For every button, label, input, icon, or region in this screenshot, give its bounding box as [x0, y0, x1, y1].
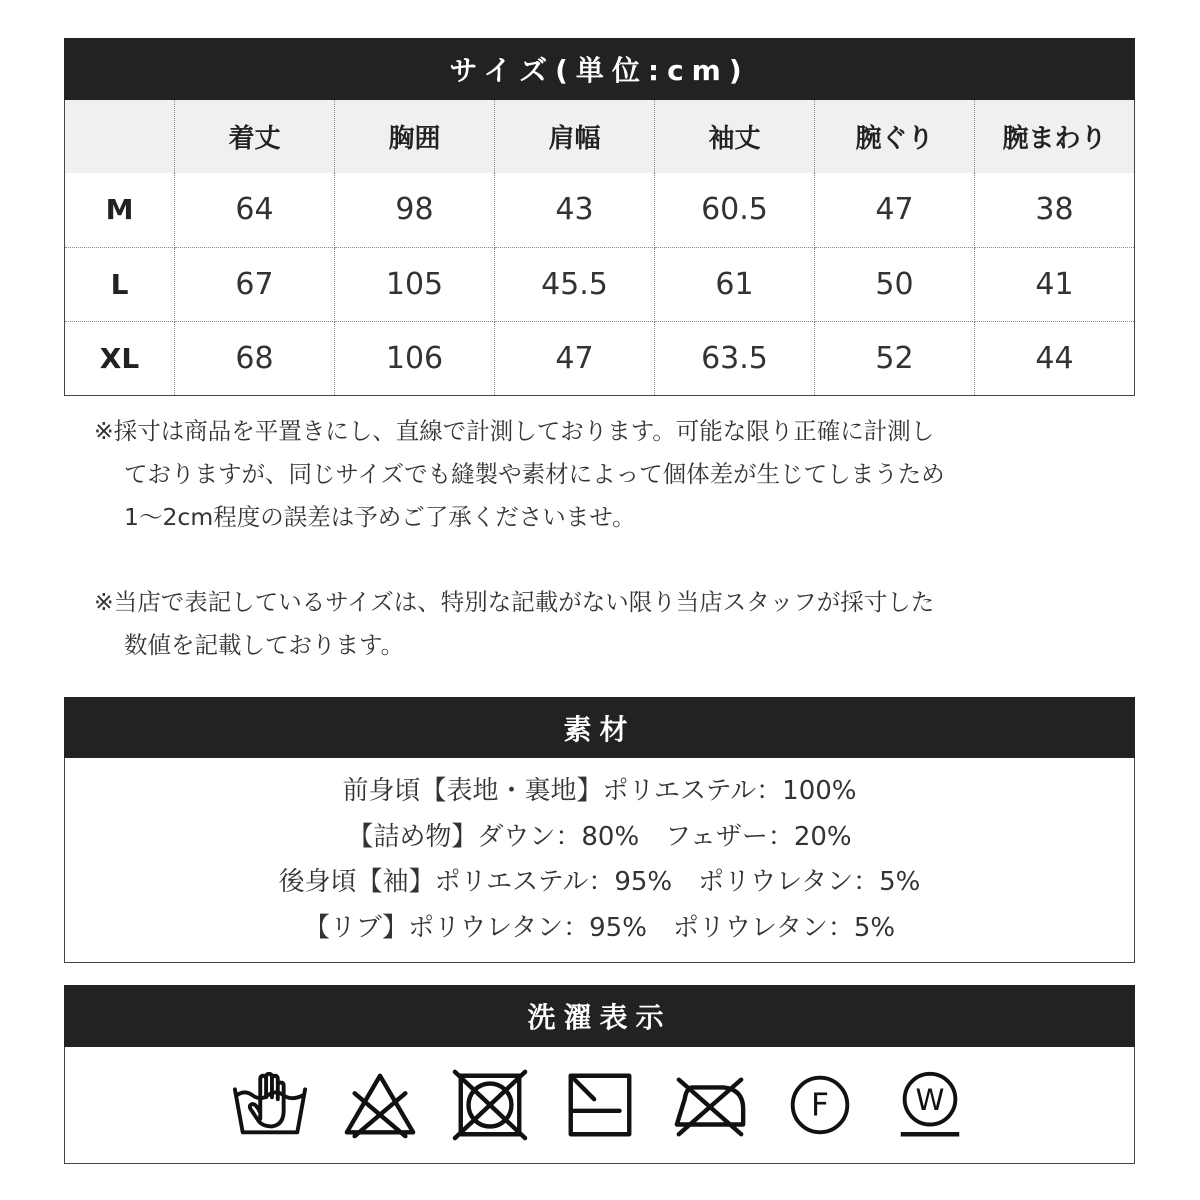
table-cell: 43 [495, 173, 655, 247]
table-cell: 47 [815, 173, 975, 247]
wet-clean-letter: W [915, 1082, 944, 1117]
no-iron-icon [671, 1069, 749, 1141]
column-header-shoulder: 肩幅 [495, 100, 655, 173]
note-line: ておりますが、同じサイズでも縫製や素材によって個体差が生じてしまうため [124, 460, 945, 488]
size-table [64, 100, 1135, 396]
note-line: 数値を記載しております。 [124, 631, 405, 659]
table-row [65, 247, 1135, 321]
note-line: ※採寸は商品を平置きにし、直線で計測しております。可能な限り正確に計測し [94, 417, 935, 445]
size-label: XL [65, 321, 175, 395]
table-cell: 47 [495, 321, 655, 395]
wet-clean-w-icon [891, 1069, 969, 1141]
material-line: 【リブ】ポリウレタン：95% ポリウレタン：5% [303, 912, 896, 943]
size-label: L [65, 247, 175, 321]
table-cell: 106 [335, 321, 495, 395]
line-dry-shade-icon [561, 1069, 639, 1141]
column-header-chest: 胸囲 [335, 100, 495, 173]
material-line: 前身頃【表地・裏地】ポリエステル：100% [342, 776, 857, 806]
table-cell: 67 [175, 247, 335, 321]
hand-wash-icon [231, 1069, 309, 1141]
material-content [64, 758, 1135, 963]
table-row [65, 321, 1135, 395]
care-symbols [64, 1047, 1135, 1164]
table-cell: 105 [335, 247, 495, 321]
note-line: 1〜2cm程度の誤差は予めご了承くださいませ。 [124, 503, 636, 531]
note-measurement-method [94, 410, 1094, 539]
column-header-arm-circumference: 腕まわり [975, 100, 1135, 173]
table-cell: 41 [975, 247, 1135, 321]
table-cell: 44 [1035, 340, 1074, 376]
table-cell: 38 [975, 173, 1135, 247]
table-cell: 63.5 [655, 321, 815, 395]
table-cell: 68 [175, 321, 335, 395]
size-table-corner [65, 100, 175, 173]
measurement-notes [94, 410, 1094, 709]
material-section-title: 素材 [64, 697, 1135, 758]
table-cell: 64 [175, 173, 335, 247]
table-cell: 60.5 [655, 173, 815, 247]
no-tumble-dry-icon [451, 1069, 529, 1141]
dry-clean-f-icon [781, 1069, 859, 1141]
size-table-header-row [65, 100, 1135, 173]
material-line: 後身頃【袖】ポリエステル：95% ポリウレタン：5% [278, 867, 921, 897]
table-cell: 50 [815, 247, 975, 321]
table-row [65, 173, 1135, 247]
size-label: M [65, 173, 175, 247]
column-header-armhole: 腕ぐり [815, 100, 975, 173]
no-bleach-icon [341, 1069, 419, 1141]
table-cell: 45.5 [495, 247, 655, 321]
table-cell: 98 [335, 173, 495, 247]
dry-clean-letter: F [810, 1087, 829, 1124]
material-line: 【詰め物】ダウン：80% フェザー：20% [347, 821, 852, 852]
note-size-policy [94, 581, 1094, 667]
size-section-title: サイズ(単位:cm) [64, 38, 1135, 100]
column-header-length: 着丈 [175, 100, 335, 173]
column-header-sleeve: 袖丈 [655, 100, 815, 173]
care-section-title: 洗濯表示 [64, 985, 1135, 1047]
note-line: ※当店で表記しているサイズは、特別な記載がない限り当店スタッフが採寸した [94, 588, 935, 616]
table-cell: 61 [655, 247, 815, 321]
table-cell: 52 [815, 321, 975, 395]
